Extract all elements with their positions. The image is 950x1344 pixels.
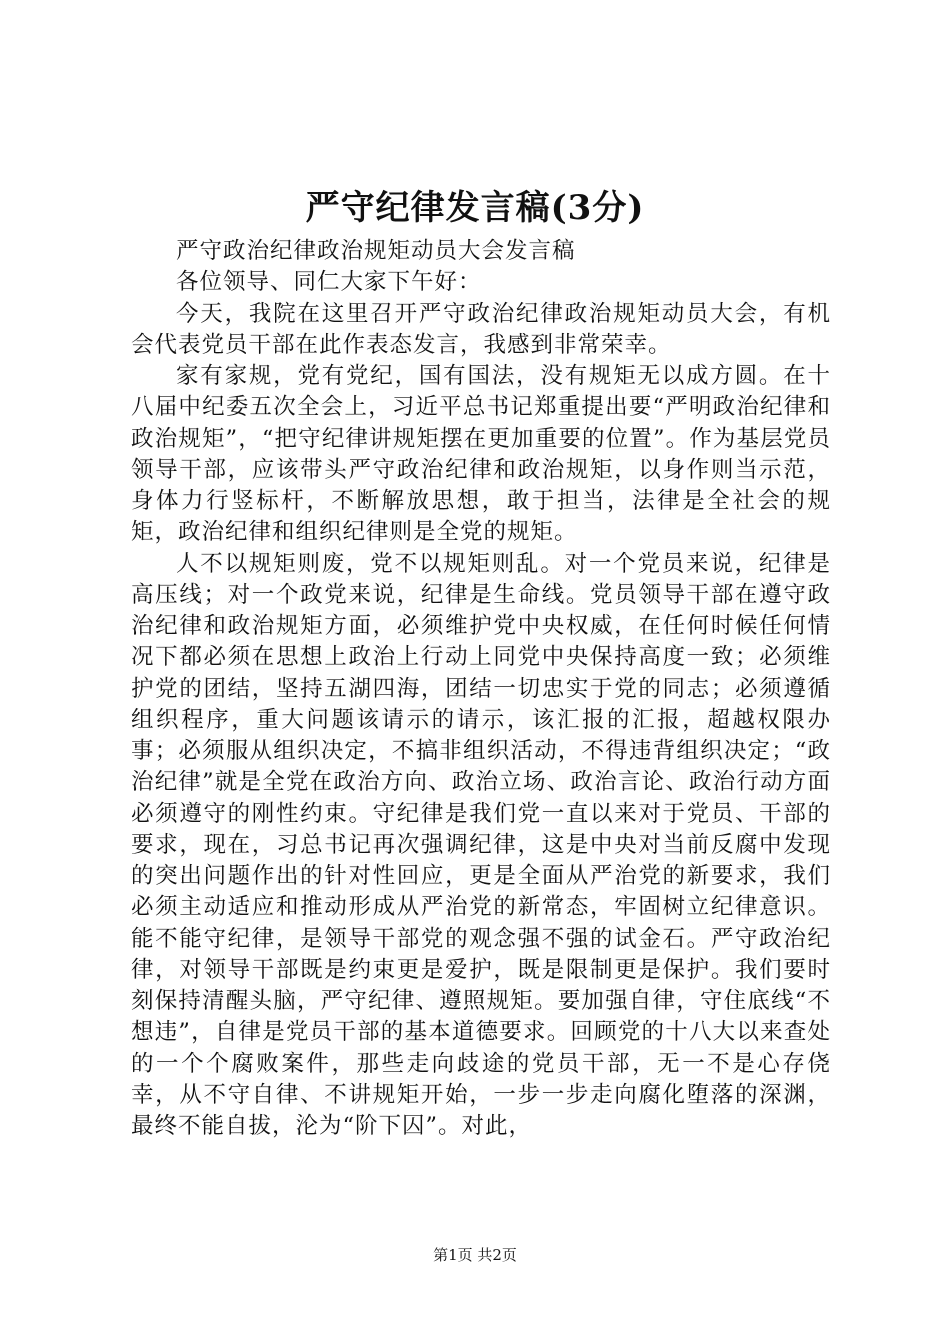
speech-subtitle: 严守政治纪律政治规矩动员大会发言稿 bbox=[176, 238, 576, 264]
paragraph-opening: 今天，我院在这里召开严守政治纪律政治规矩动员大会，有机会代表党员干部在此作表态发言，我感到非常荣幸。 bbox=[131, 300, 831, 358]
paragraph-discipline: 人不以规矩则废，党不以规矩则乱。对一个党员来说，纪律是高压线；对一个政党来说，纪律是生命线。党员领导干部在遵守政治纪律和政治规矩方面，必须维护党中央权威，在任何时候任何情况下都必须在思想上政治上行动上同党中央保持高度一致；必须维护党的团结，坚持五湖四海，团结一切忠实于党的同志；必须遵循组织程序，重大问题该请示的请示，该汇报的汇报，超越权限办事；必须服从组织决定，不搞非组织活动，不得违背组织决定；“政治纪律”就是全党在政治方向、政治立场、政治言论、政治行动方面必须遵守的刚性约束。守纪律是我们党一直以来对于党员、干部的要求，现在，习总书记再次强调纪律，这是中央对当前反腐中发现的突出问题作出的针对性回应，更是全面从严治党的新要求，我们必须主动适应和推动形成从严治党的新常态，牢固树立纪律意识。能不能守纪律，是领导干部党的观念强不强的试金石。严守政治纪律，对领导干部既是约束更是爱护，既是限制更是保护。我们要时刻保持清醒头脑，严守纪律、遵照规矩。要加强自律，守住底线“不想违”，自律是党员干部的基本道德要求。回顾党的十八大以来查处的一个个腐败案件，那些走向歧途的党员干部，无一不是心存侥幸，从不守自律、不讲规矩开始，一步一步走向腐化堕落的深渊，最终不能自拔，沦为“阶下囚”。对此， bbox=[131, 550, 831, 1139]
page-footer: 第1页 共2页 bbox=[433, 1246, 517, 1264]
document-title: 严守纪律发言稿(3分) bbox=[305, 188, 645, 228]
document-body bbox=[131, 236, 831, 1142]
paragraph-rules: 家有家规，党有党纪，国有国法，没有规矩无以成方圆。在十八届中纪委五次全会上，习近平总书记郑重提出要“严明政治纪律和政治规矩”，“把守纪律讲规矩摆在更加重要的位置”。作为基层党员领导干部，应该带头严守政治纪律和政治规矩，以身作则当示范，身体力行竖标杆，不断解放思想，敢于担当，法律是全社会的规矩，政治纪律和组织纪律则是全党的规矩。 bbox=[131, 363, 831, 546]
salutation: 各位领导、同仁大家下午好： bbox=[176, 269, 482, 296]
